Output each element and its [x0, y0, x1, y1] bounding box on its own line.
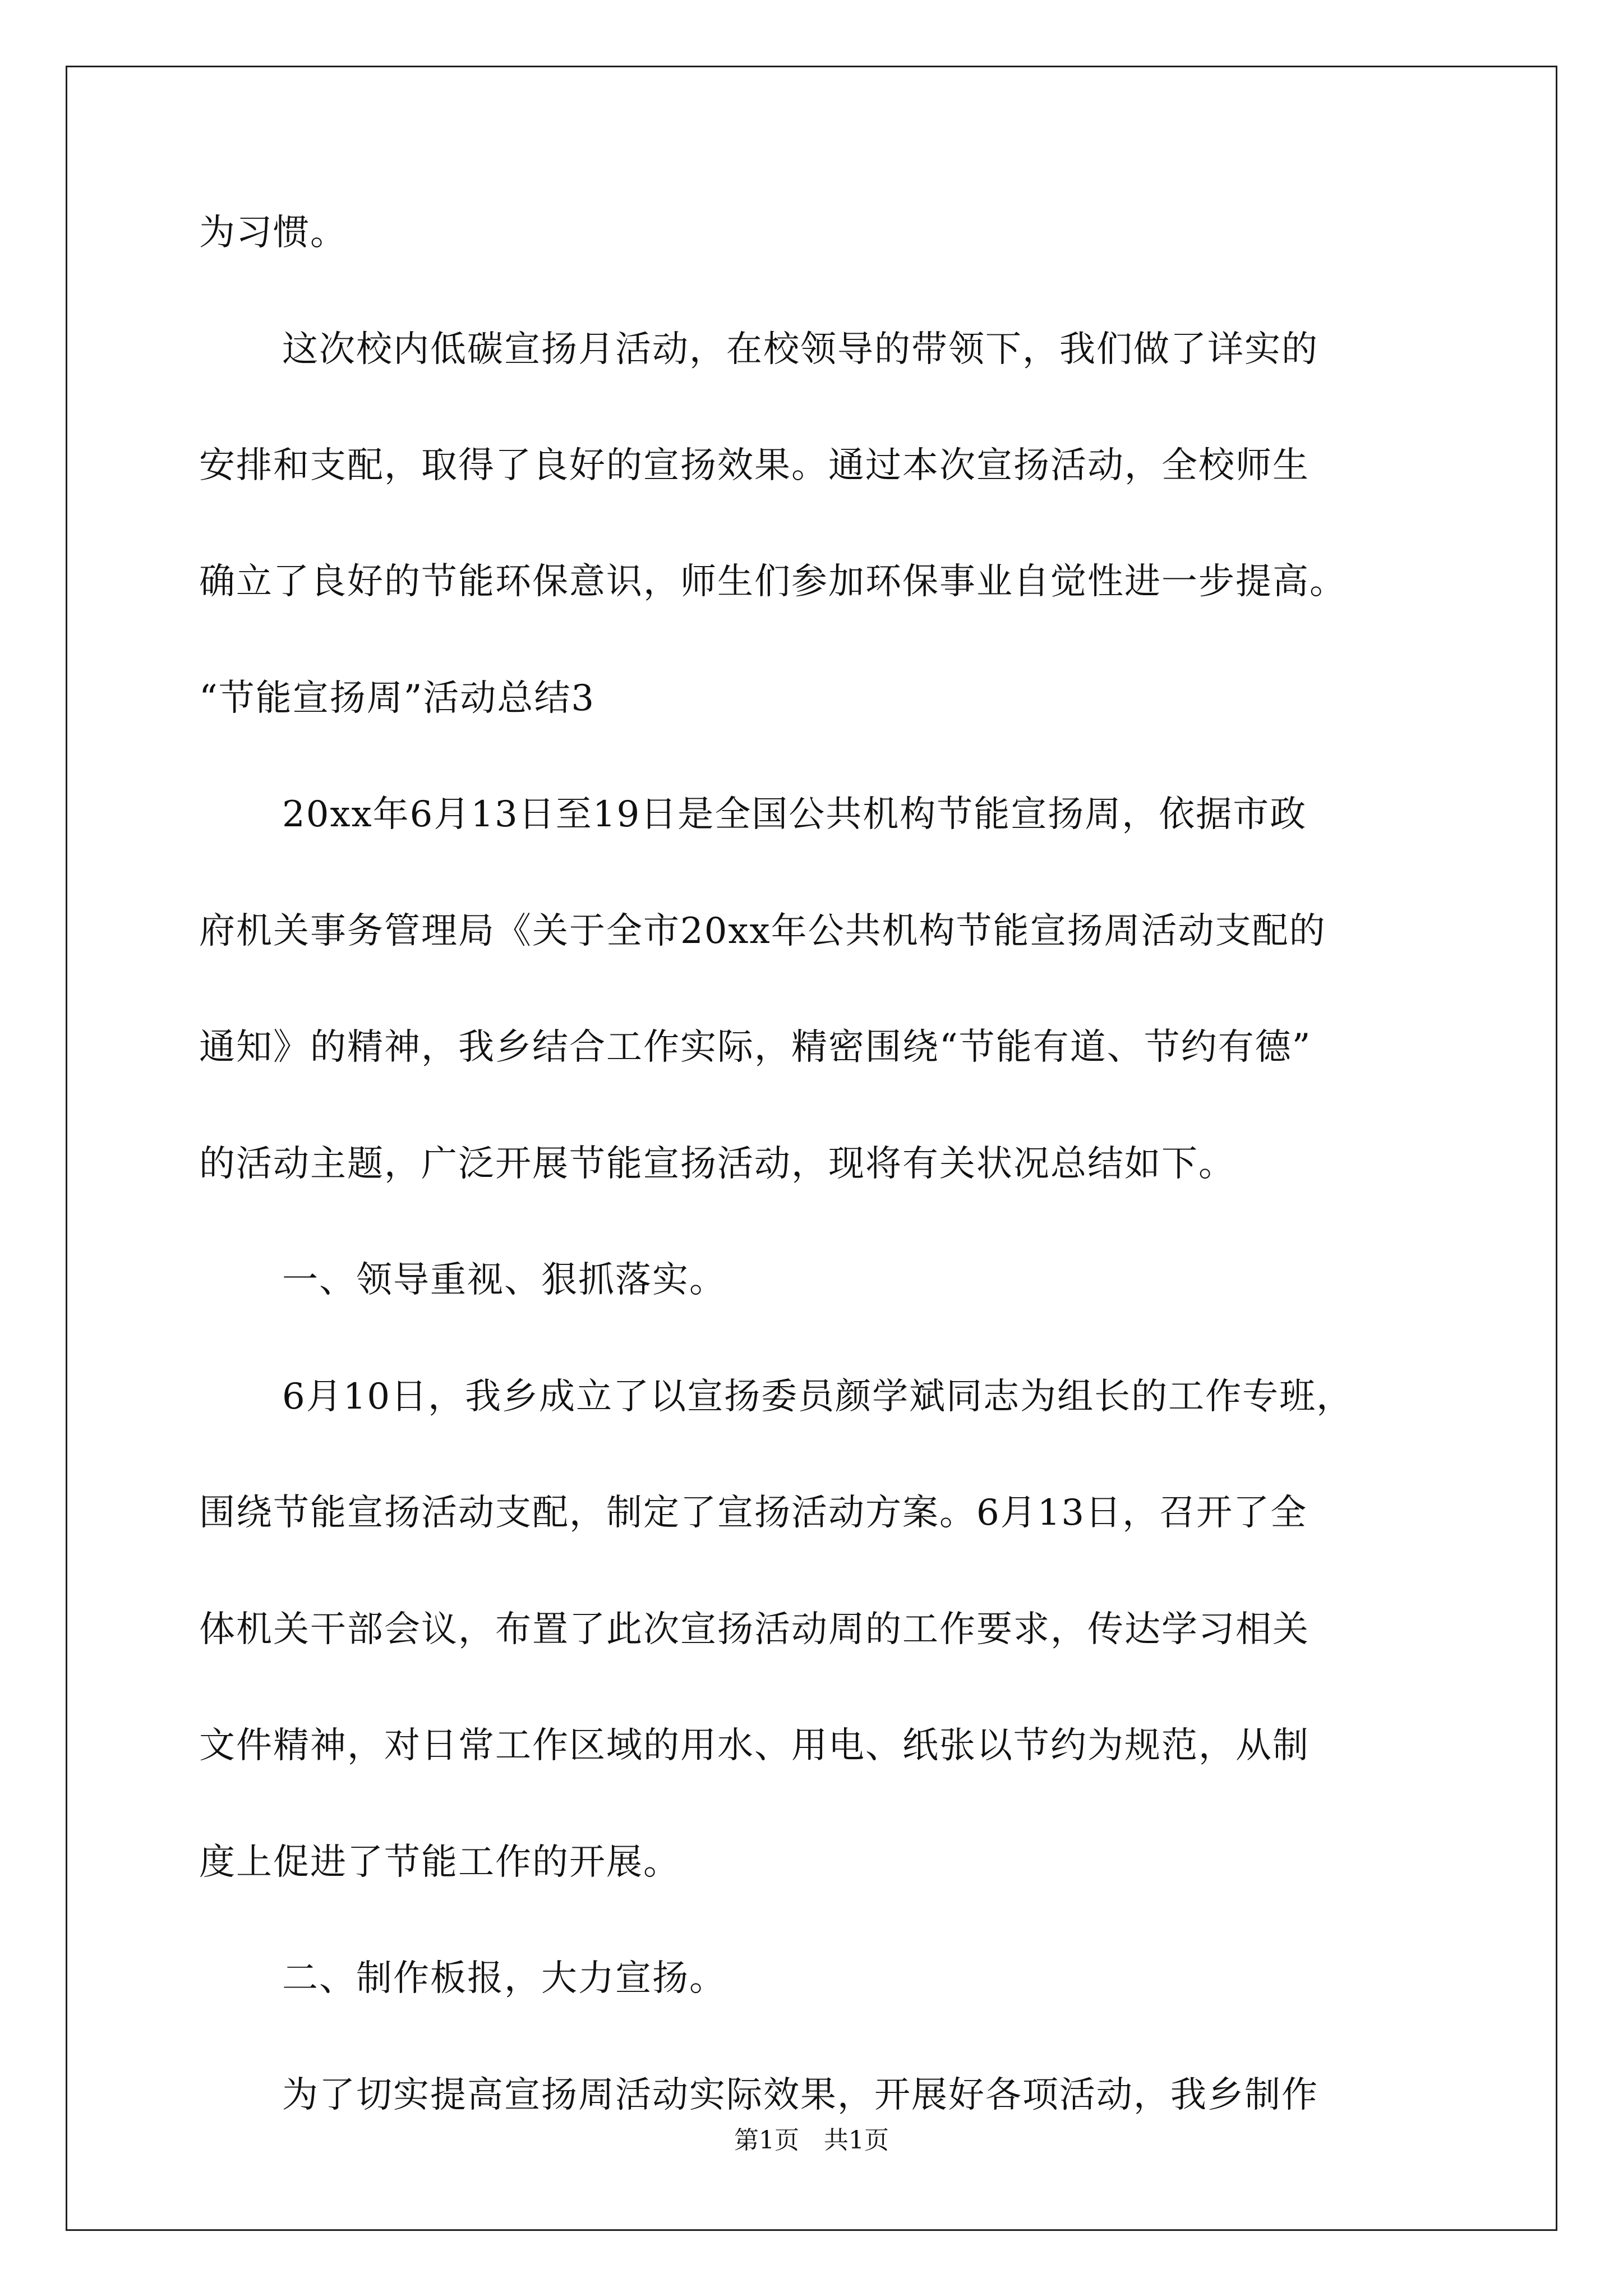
text-line: 府机关事务管理局《关于全市20xx年公共机构节能宣扬周活动支配的 — [199, 910, 1326, 952]
text-line: 为了切实提高宣扬周活动实际效果，开展好各项活动，我乡制作 — [282, 2074, 1318, 2116]
text-line: 20xx年6月13日至19日是全国公共机构节能宣扬周，依据市政 — [282, 794, 1307, 835]
text-line: 6月10日，我乡成立了以宣扬委员颜学斌同志为组长的工作专班， — [282, 1376, 1354, 1418]
text-line: 文件精神，对日常工作区域的用水、用电、纸张以节约为规范，从制 — [199, 1725, 1310, 1766]
page-number: 第1页 — [734, 2126, 799, 2155]
text-line: 围绕节能宣扬活动支配，制定了宣扬活动方案。6月13日，召开了全 — [199, 1492, 1308, 1534]
text-line: 体机关干部会议，布置了此次宣扬活动周的工作要求，传达学习相关 — [199, 1609, 1310, 1650]
total-pages: 共1页 — [824, 2126, 889, 2155]
text-line: 的活动主题，广泛开展节能宣扬活动，现将有关状况总结如下。 — [199, 1143, 1235, 1185]
text-line: 确立了良好的节能环保意识，师生们参加环保事业自觉性进一步提高。 — [199, 561, 1347, 602]
subheading: 一、领导重视、狠抓落实。 — [282, 1259, 726, 1301]
text-line: 这次校内低碳宣扬月活动，在校领导的带领下，我们做了详实的 — [282, 329, 1318, 370]
text-line: 为习惯。 — [199, 212, 347, 254]
page-footer — [0, 2125, 1623, 2156]
text-line: 度上促进了节能工作的开展。 — [199, 1842, 680, 1883]
text-line: 安排和支配，取得了良好的宣扬效果。通过本次宣扬活动，全校师生 — [199, 445, 1310, 486]
section-heading: “节能宣扬周”活动总结3 — [199, 678, 596, 719]
text-line: 通知》的精神，我乡结合工作实际，精密围绕“节能有道、节约有德” — [199, 1027, 1312, 1068]
subheading: 二、制作板报，大力宣扬。 — [282, 1958, 726, 1999]
